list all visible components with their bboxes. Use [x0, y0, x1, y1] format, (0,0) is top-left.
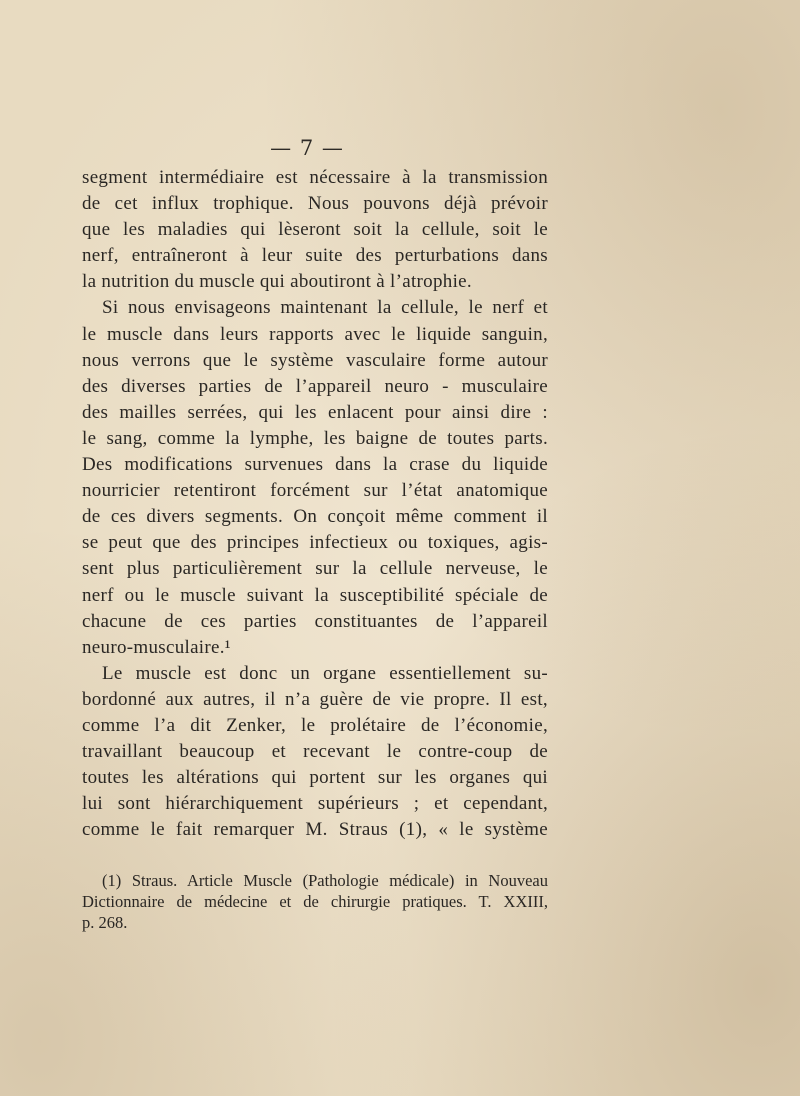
text-line: de cet influx trophique. Nous pouvons déjà prévoir [82, 193, 548, 215]
text-line: travaillant beaucoup et recevant le contre-coup de [82, 741, 548, 763]
text-line: Des modifications survenues dans la crase du liquide [82, 454, 548, 476]
footnote-line: Dictionnaire de médecine et de chirurgie pratiques. T. XXIII, [82, 892, 548, 911]
text-line: chacune de ces parties constituantes de l’appareil [82, 610, 548, 632]
footnote-line: (1) Straus. Article Muscle (Pathologie médicale) in Nouveau [102, 871, 548, 890]
text-line: nerf ou le muscle suivant la susceptibilité spéciale de [82, 584, 548, 606]
text-line: nourricier retentiront forcément sur l’état anatomique [82, 480, 548, 502]
body-text [82, 165, 548, 843]
text-line: nerf, entraîneront à leur suite des perturbations dans [82, 245, 548, 267]
text-line: neuro-musculaire.¹ [82, 636, 231, 658]
text-line: des diverses parties de l’appareil neuro - musculaire [82, 375, 548, 397]
text-line: le sang, comme la lymphe, les baigne de toutes parts. [82, 427, 548, 449]
text-line: le muscle dans leurs rapports avec le liquide sanguin, [82, 323, 548, 345]
text-line: comme le fait remarquer M. Straus (1), « le système [82, 819, 548, 841]
text-line: sent plus particulièrement sur la cellule nerveuse, le [82, 558, 548, 580]
text-line: toutes les altérations qui portent sur les organes qui [82, 767, 548, 789]
text-line: se peut que des principes infectieux ou toxiques, agis- [82, 532, 548, 554]
text-line: des mailles serrées, qui les enlacent pour ainsi dire : [82, 401, 548, 423]
text-line: segment intermédiaire est nécessaire à la transmission [82, 167, 548, 188]
text-line: Le muscle est donc un organe essentiellement su- [102, 662, 548, 684]
text-line: comme l’a dit Zenker, le prolétaire de l’économie, [82, 714, 548, 736]
text-line: Si nous envisageons maintenant la cellule, le nerf et [102, 297, 548, 319]
text-line: nous verrons que le système vasculaire forme autour [82, 349, 548, 371]
text-line: de ces divers segments. On conçoit même comment il [82, 506, 548, 528]
page-number: — 7 — [270, 136, 344, 160]
footnote [82, 870, 548, 933]
text-line: que les maladies qui lèseront soit la cellule, soit le [82, 219, 548, 241]
text-line: bordonné aux autres, il n’a guère de vie propre. Il est, [82, 688, 548, 710]
text-line: lui sont hiérarchiquement supérieurs ; et cependant, [82, 793, 548, 815]
text-line: la nutrition du muscle qui aboutiront à l’atrophie. [82, 271, 472, 293]
footnote-line: p. 268. [82, 913, 128, 932]
